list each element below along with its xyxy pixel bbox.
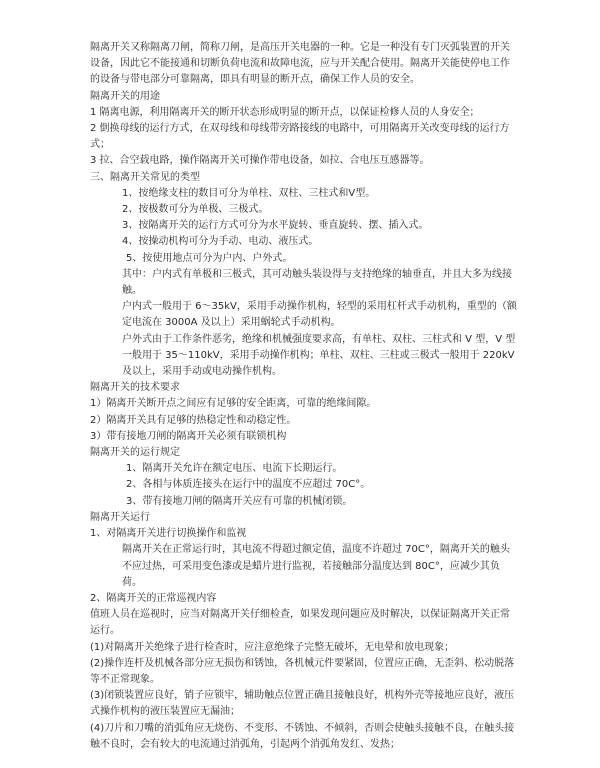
document-line: 隔离开关的用途 — [90, 90, 160, 102]
document-line: (3)闭锁装置应良好，销子应锁牢，辅助触点位置正确且接触良好，机构外壳等接地应良好，液压式操作机构的液压装置应无漏油； — [90, 690, 515, 718]
document-line: 隔离开关在正常运行时，其电流不得超过额定值，温度不许超过 70C°，隔离开关的触头不应过热，可采用变色漆或是蜡片进行监视，若接触部分温度达到 80C°，应减少其负荷。 — [122, 544, 510, 588]
document-line: 3）带有接地刀闸的隔离开关必须有联锁机构 — [90, 430, 287, 442]
document-line: 2、按极数可分为单极、三极式。 — [122, 204, 269, 216]
document-line: 隔离开关又称隔离刀闸，简称刀闸，是高压开关电器的一种。它是一种没有专门灭弧装置的开关设备，因此它不能接通和切断负荷电流和故障电流，应与开关配合使用。隔离开关能使停电工作的设备与带电部分可靠隔离，即具有明显的断开点，确保工作人员的安全。 — [90, 42, 510, 86]
document-line: 值班人员在巡视时，应当对隔离开关仔细检查，如果发现问题应及时解决，以保证隔离开关正常运行。 — [90, 609, 510, 637]
document-line: 2 倒换母线的运行方式，在双母线和母线带旁路接线的电路中，可用隔离开关改变母线的运行方式； — [90, 123, 510, 151]
document-line: 1 隔离电源，利用隔离开关的断开状态形成明显的断开点，以保证检修人员的人身安全； — [90, 106, 480, 118]
document-line: 4、按操动机构可分为手动、电动、液压式。 — [122, 236, 319, 248]
document-line: 3 拉、合空载电路，操作隔离开关可操作带电设备，如拉、合电压互感器等。 — [90, 155, 430, 167]
document-line: (4)刀片和刀嘴的消弧角应无烧伤、不变形、不锈蚀、不倾斜，否则会使触头接触不良，在触头接触不良时，会有较大的电流通过消弧角，引起两个消弧角发红、发热； — [90, 722, 515, 750]
document-page — [90, 40, 518, 753]
document-line: 三、隔离开关常见的类型 — [90, 171, 200, 183]
document-line: 2、各相与体质连接头在运行中的温度不应超过 70C°。 — [126, 479, 371, 491]
document-line: 3、带有接地刀闸的隔离开关应有可靠的机械闭锁。 — [126, 495, 353, 507]
document-line: 隔离开关的运行规定 — [90, 447, 180, 459]
document-line: 2、隔离开关的正常巡视内容 — [90, 592, 217, 604]
document-line: (2)操作连杆及机械各部分应无损伤和锈蚀，各机械元件要紧固，位置应正确，无歪斜、松动脱落等不正常现象。 — [90, 657, 515, 685]
document-line: 隔离开关运行 — [90, 511, 150, 523]
document-line: 2）隔离开关具有足够的热稳定性和动稳定性。 — [90, 414, 297, 426]
document-line: 其中：户内式有单极和三极式，其可动触头装设得与支持绝缘的轴垂直，并且大多为线接触。 — [122, 268, 512, 297]
document-line: 1、对隔离开关进行切换操作和监视 — [90, 528, 247, 540]
document-line: 5、按使用地点可分为户内、户外式。 — [126, 252, 293, 264]
document-line: 1、按绝缘支柱的数目可分为单柱、双柱、三柱式和V型。 — [122, 187, 376, 199]
document-line: 3、按隔离开关的运行方式可分为水平旋转、垂直旋转、摆、插入式。 — [122, 220, 429, 232]
document-line: 户外式由于工作条件恶劣，绝缘和机械强度要求高，有单柱、双柱、三柱式和 V 型，V 型一般用于 35～110kV，采用手动操作机构；单柱、双柱、三柱或三极式一般用于 220kV 及以上，采用手动或电动操作机构。 — [122, 333, 516, 378]
document-line: 1）隔离开关断开点之间应有足够的安全距离，可靠的绝缘间隙。 — [90, 398, 377, 410]
document-line: 隔离开关的技术要求 — [90, 382, 180, 394]
document-line: (1)对隔离开关绝缘子进行检查时，应注意绝缘子完整无破坏，无电晕和放电现象； — [90, 641, 455, 653]
document-line: 1、隔离开关允许在额定电压、电流下长期运行。 — [126, 463, 343, 475]
document-line: 户内式一般用于 6～35kV，采用手动操作机构，轻型的采用杠杆式手动机构，重型的（额定电流在 3000A 及以上）采用蜗轮式手动机构。 — [122, 301, 517, 329]
